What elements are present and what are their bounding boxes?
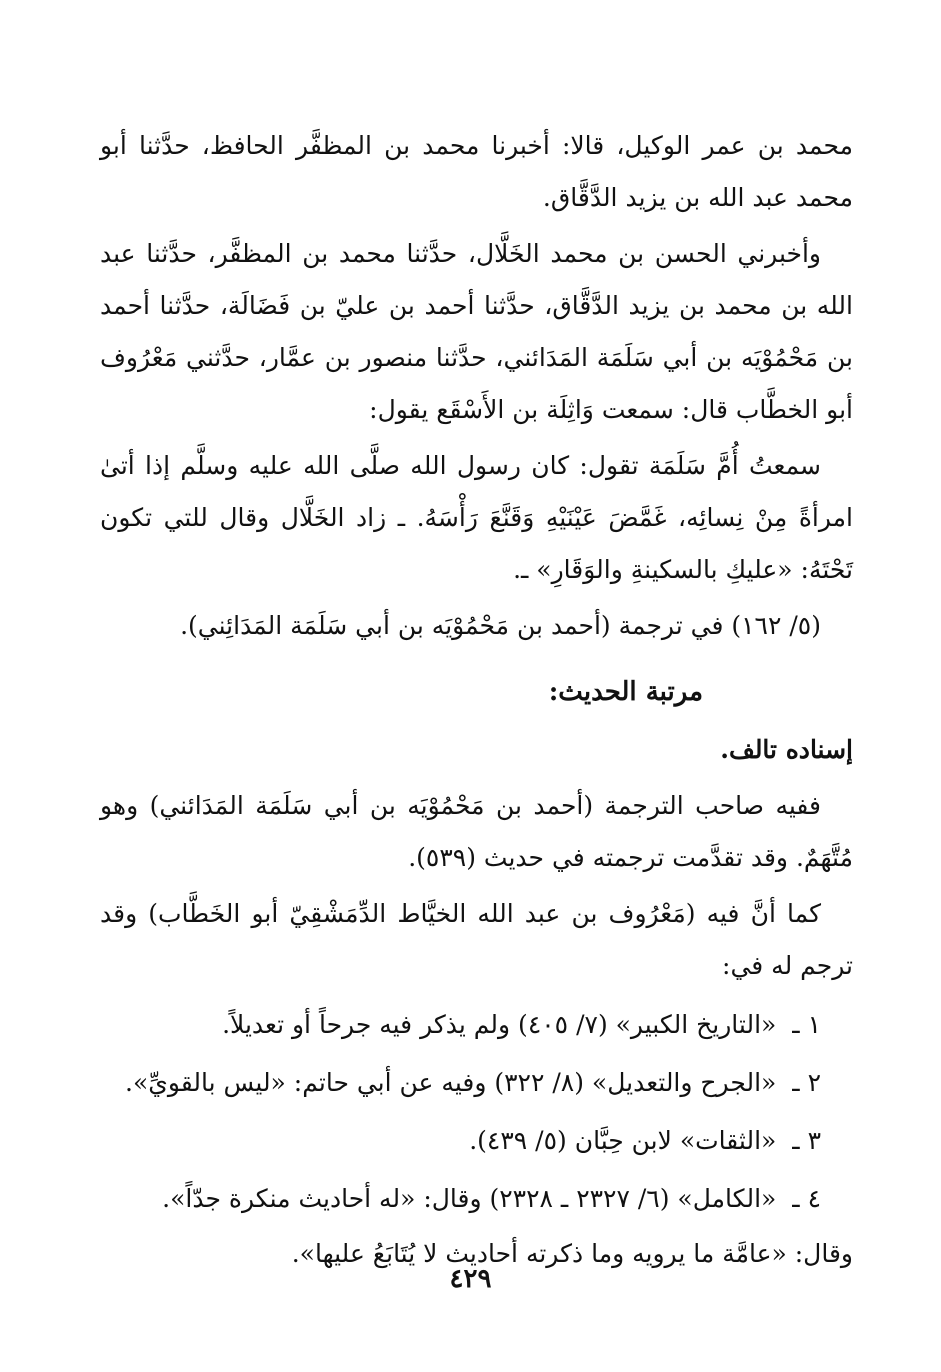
paragraph-hadith-text: سمعتُ أُمَّ سَلَمَة تقول: كان رسول الله صلَّى الله عليه وسلَّم إذا أتىٰ امرأةً مِنْ نِسائِه، غَمَّضَ عَيْنَيْهِ وَقَنَّعَ رَأْسَهُ. ـ زاد الخَلَّال وقال للتي تكون تَحْتَهُ: «عليكِ بالسكينةِ والوَقَارِ» ـ.	[100, 451, 853, 584]
list-item	[100, 1112, 853, 1170]
list-item	[100, 1170, 853, 1228]
list-item-number: ٤ ـ	[792, 1184, 821, 1213]
list-item-text: «الثقات» لابن حِبَّان (٥/ ٤٣٩).	[469, 1126, 777, 1155]
section-heading: مرتبة الحديث:	[548, 677, 703, 707]
list-item	[100, 996, 853, 1054]
paragraph-closing-quote: وقال: «عامَّة ما يرويه وما ذكرته أحاديث لا يُتَابَعُ عليها».	[291, 1239, 853, 1268]
paragraph-narrator-accused: ففيه صاحب الترجمة (أحمد بن مَحْمُوْيَه بن أبي سَلَمَة المَدَائني) وهو مُتَّهَمٌ. وقد تقدَّمت ترجمته في حديث (٥٣٩).	[100, 791, 853, 872]
list-item-number: ٢ ـ	[792, 1068, 821, 1097]
paragraph-reference: (٥/ ١٦٢) في ترجمة (أحمد بن مَحْمُوْيَه بن أبي سَلَمَة المَدَائِني).	[180, 611, 821, 640]
sources-list	[100, 996, 853, 1228]
page-content	[100, 120, 853, 1284]
isnad-grade: إسناده تالف.	[720, 735, 853, 764]
paragraph-continuation: محمد بن عمر الوكيل، قالا: أخبرنا محمد بن المظفَّر الحافظ، حدَّثنا أبو محمد عبد الله بن يزيد الدَّقَّاق.	[100, 131, 853, 212]
list-item-text: «الجرح والتعديل» (٨/ ٣٢٢) وفيه عن أبي حاتم: «ليس بالقويِّ».	[125, 1068, 777, 1097]
paragraph-isnad: وأخبرني الحسن بن محمد الخَلَّال، حدَّثنا محمد بن المظفَّر، حدَّثنا عبد الله بن محمد بن يزيد الدَّقَّاق، حدَّثنا أحمد بن عليّ بن فَضَالَة، حدَّثنا أحمد بن مَحْمُوْيَه بن أبي سَلَمَة المَدَائني، حدَّثنا منصور بن عمَّار، حدَّثني مَعْرُوف أبو الخطَّاب قال: سمعت وَاثِلَة بن الأَسْقَع يقول:	[100, 239, 853, 424]
page-number: ٤٢٩	[449, 1264, 492, 1294]
list-item-number: ١ ـ	[792, 1010, 821, 1039]
paragraph-narrator-marouf: كما أنَّ فيه (مَعْرُوف بن عبد الله الخيَّاط الدِّمَشْقِيّ أبو الخَطَّاب) وقد ترجم له في:	[100, 899, 853, 980]
list-item-number: ٣ ـ	[792, 1126, 821, 1155]
list-item-text: «التاريخ الكبير» (٧/ ٤٠٥) ولم يذكر فيه جرحاً أو تعديلاً.	[222, 1010, 777, 1039]
list-item-text: «الكامل» (٦/ ٢٣٢٧ ـ ٢٣٢٨) وقال: «له أحاديث منكرة جدّاً».	[162, 1184, 777, 1213]
list-item	[100, 1054, 853, 1112]
